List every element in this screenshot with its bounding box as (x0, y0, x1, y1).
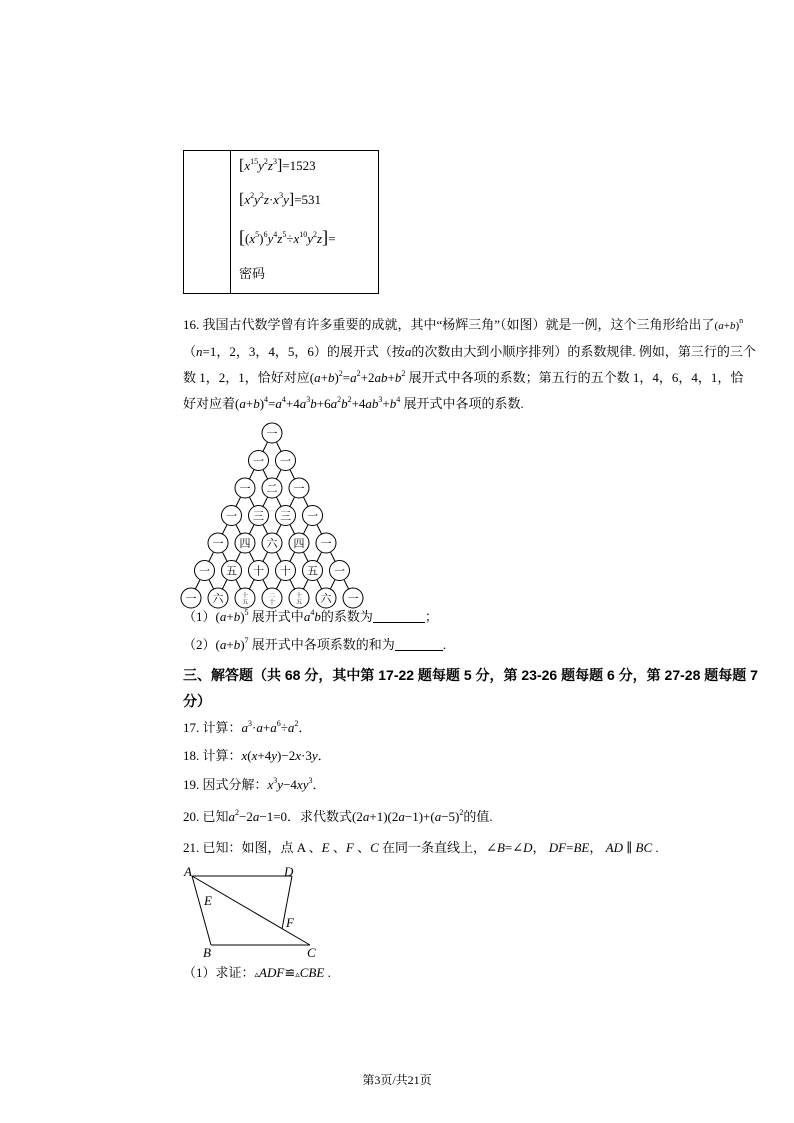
q16-sub1-tail: 的系数为 (320, 609, 373, 624)
triangle-connector (236, 524, 241, 534)
triangle-node-label: 一 (334, 564, 345, 578)
triangle-connector (290, 579, 295, 589)
label-a: A (184, 864, 192, 879)
q16-var-n: n (196, 344, 203, 359)
triangle-connector (222, 524, 227, 534)
triangle-node-label: 一 (347, 592, 359, 605)
box-line-2: $[x^2y^2z\cdot x^3y]=531$ (239, 191, 322, 208)
section-3-heading: 三、解答题（共 68 分，其中第 17-22 题每题 5 分，第 23-26 题每题 6 分，第 27-28 题每题 7 分） (183, 667, 758, 709)
triangle-connector (330, 579, 335, 589)
q16-paren: （ (183, 344, 197, 359)
triangle-node-label: 十五 (241, 592, 249, 606)
q16-sub2-label: （2） (183, 637, 216, 652)
q21: 21. 已知：如图，点 A 、E 、F 、C 在同一条直线上，∠B=∠D， DF=BE， AD ∥ BC . (183, 840, 659, 855)
q16-sub2-text: 展开式中各项系数的和为 (251, 637, 395, 652)
q21-text: 在同一条直线上， (382, 840, 487, 855)
triangle-node-label: 一 (280, 454, 291, 468)
triangle-connector (276, 552, 281, 562)
triangle-connector (222, 552, 227, 562)
q16-sub2: $(2)(a+b)^7$ 展开式中各项系数的和为 . (183, 636, 447, 652)
label-d: D (284, 864, 294, 879)
triangle-connector (222, 579, 227, 589)
triangle-node-label: 一 (320, 537, 332, 550)
q16-sub1-end: ； (424, 609, 438, 624)
q20-end: 的值. (463, 809, 493, 824)
triangle-node-label: 四 (239, 537, 251, 550)
q17-label: 17. 计算： (183, 720, 242, 735)
triangle-connector (290, 497, 295, 507)
triangle-connector (317, 552, 322, 562)
label-b: B (203, 945, 211, 960)
triangle-connector (236, 579, 241, 589)
box-line-3-value: = (328, 231, 336, 246)
triangle-connector (276, 442, 281, 452)
triangle-connector (290, 524, 295, 534)
triangle-node-label: 十 (280, 564, 291, 578)
q21-sub1-label: （1）求证： (183, 965, 255, 980)
triangle-node-label: 一 (266, 427, 278, 440)
q16-sub1: $(1)(a+b)^5$ 展开式中$a^4b$的系数为 ； (183, 608, 438, 624)
triangle-connector (303, 579, 308, 589)
q20-mid: ．求代数式 (287, 809, 353, 824)
triangle-connector (317, 524, 322, 534)
triangle-connector (263, 524, 268, 534)
triangle-connector (303, 552, 308, 562)
triangle-connector (263, 469, 268, 479)
q19: 19. 因式分解：$x^3y-4xy^3$． (183, 776, 326, 792)
q21-figure (180, 864, 330, 960)
triangle-node-label: 二十 (268, 592, 276, 606)
triangle-node-label: 五 (226, 564, 237, 578)
triangle-node-label: 六 (266, 537, 278, 550)
q16-line3a: 数 1，2，1，恰好对应 (183, 370, 310, 385)
triangle-node-label: 六 (212, 592, 224, 605)
triangle-node-label: 一 (199, 564, 210, 578)
triangle-node-label: 四 (293, 537, 305, 550)
triangle-connector (209, 552, 214, 562)
label-e: E (204, 893, 212, 908)
q20: 20. 已知$a^2-2a-1=0$．求代数式$(2a+1)(2a-1)+(a-5)^2$的值. (183, 808, 493, 824)
triangle-connector (263, 442, 268, 452)
triangle-node-label: 三 (253, 509, 264, 523)
triangle-node-label: 一 (226, 509, 237, 523)
q19-label: 19. 因式分解： (183, 777, 268, 792)
triangle-connector (344, 579, 349, 589)
triangle-node-label: 十五 (295, 592, 303, 606)
triangle-node-label: 五 (307, 564, 318, 578)
triangle-node-label: 一 (253, 454, 264, 468)
label-f: F (286, 915, 294, 930)
triangle-node-label: 一 (293, 482, 305, 495)
answer-blank-2[interactable] (395, 638, 443, 651)
triangle-node-label: 三 (280, 509, 291, 523)
triangle-connector (290, 552, 295, 562)
segment-ab (192, 876, 211, 945)
triangle-connector (249, 524, 254, 534)
segment-ac (192, 876, 310, 945)
q16-intro-f: 的次数由大到小顺序排列）的系数规律. 例如，第三行的三个 (411, 344, 756, 359)
triangle-connector (276, 524, 281, 534)
triangle-connector (249, 552, 254, 562)
box-line-1: $[x^{15}y^2z^3]=1523$ (239, 157, 316, 174)
q16-paragraph: 16. 我国古代数学曾有许多重要的成就，其中“杨辉三角”（如图）就是一例，这个三角形给出了$(a+b)^n$ （n=1，2，3，4，5，6）的展开式（按a的次数由大到小顺序排列）的系数规律. 例如，第三行的三个 数 1，2，1，恰好对应$(a+b)^2=a^2+2ab+b^2$ 展开式中各项的系数；第五行的五个数 1，4，6，4，1，恰 好对应着$(a+b)^4=a^4+4a^3b+6a^2b^2+4ab^3+b^4$ 展开式中各项的系数. (183, 316, 756, 411)
triangle-connector (290, 469, 295, 479)
box-line-1-value: =1523 (282, 158, 316, 173)
password-label: 密码 (239, 267, 266, 282)
box-line-3: $[(x^5)^6y^4z^5\div x^{10}y^2z]=$ (239, 227, 336, 247)
q16-intro: 16. 我国古代数学曾有许多重要的成就，其中“杨辉三角”（如图）就是一例，这个三角形给出了 (183, 317, 715, 332)
q17: 17. 计算：$a^3\cdot a+a^6\div a^2$． (183, 719, 312, 735)
triangle-node-label: 一 (307, 509, 318, 523)
triangle-node-label: 一 (185, 592, 197, 605)
triangle-connector (276, 497, 281, 507)
q16-intro-d: =1，2，3，4，5，6）的展开式（按 (202, 344, 405, 359)
triangle-node-label: 一 (239, 482, 251, 495)
password-table (183, 150, 379, 294)
q21-label: 21. 已知：如图，点 A 、 (183, 840, 322, 855)
q16-sub2-end: . (442, 637, 447, 652)
triangle-connector (263, 497, 268, 507)
triangle-node-label: 二 (266, 482, 278, 495)
answer-blank-1[interactable] (373, 610, 425, 623)
triangle-connector (276, 579, 281, 589)
triangle-node-label: 一 (212, 537, 224, 550)
q21-sub1: （1）求证：▵ADF≌▵CBE . (183, 965, 331, 980)
triangle-connector (317, 579, 322, 589)
table-divider (230, 151, 231, 293)
q16-line4a: 好对应着 (183, 396, 236, 411)
triangle-connector (330, 552, 335, 562)
triangle-node-label: 六 (320, 592, 332, 605)
triangle-connector (195, 579, 200, 589)
triangle-connector (303, 524, 308, 534)
triangle-connector (249, 469, 254, 479)
q20-label: 20. 已知 (183, 809, 229, 824)
triangle-connector (249, 497, 254, 507)
q16-sub1-text: 展开式中 (251, 609, 304, 624)
q16-var-a: a (404, 344, 412, 359)
triangle-connector (236, 497, 241, 507)
triangle-connector (236, 552, 241, 562)
triangle-connector (249, 579, 254, 589)
label-c: C (307, 945, 316, 960)
triangle-connector (263, 579, 268, 589)
q16-line4b: 展开式中各项的系数. (403, 396, 524, 411)
q18-label: 18. 计算： (183, 748, 242, 763)
triangle-connector (276, 469, 281, 479)
q16-line3b: 展开式中各项的系数；第五行的五个数 1，4，6，4，1，恰 (408, 370, 744, 385)
triangle-connector (303, 497, 308, 507)
triangle-node-label: 十 (253, 564, 264, 578)
q18: 18. 计算：x(x+4y)−2x·3y． (183, 748, 331, 763)
yanghui-triangle (178, 420, 378, 606)
page-footer: 第3页/共21页 (362, 1073, 432, 1087)
box-line-2-value: =531 (294, 192, 322, 207)
triangle-connector (209, 579, 214, 589)
triangle-connector (263, 552, 268, 562)
q16-sub1-label: （1） (183, 609, 216, 624)
